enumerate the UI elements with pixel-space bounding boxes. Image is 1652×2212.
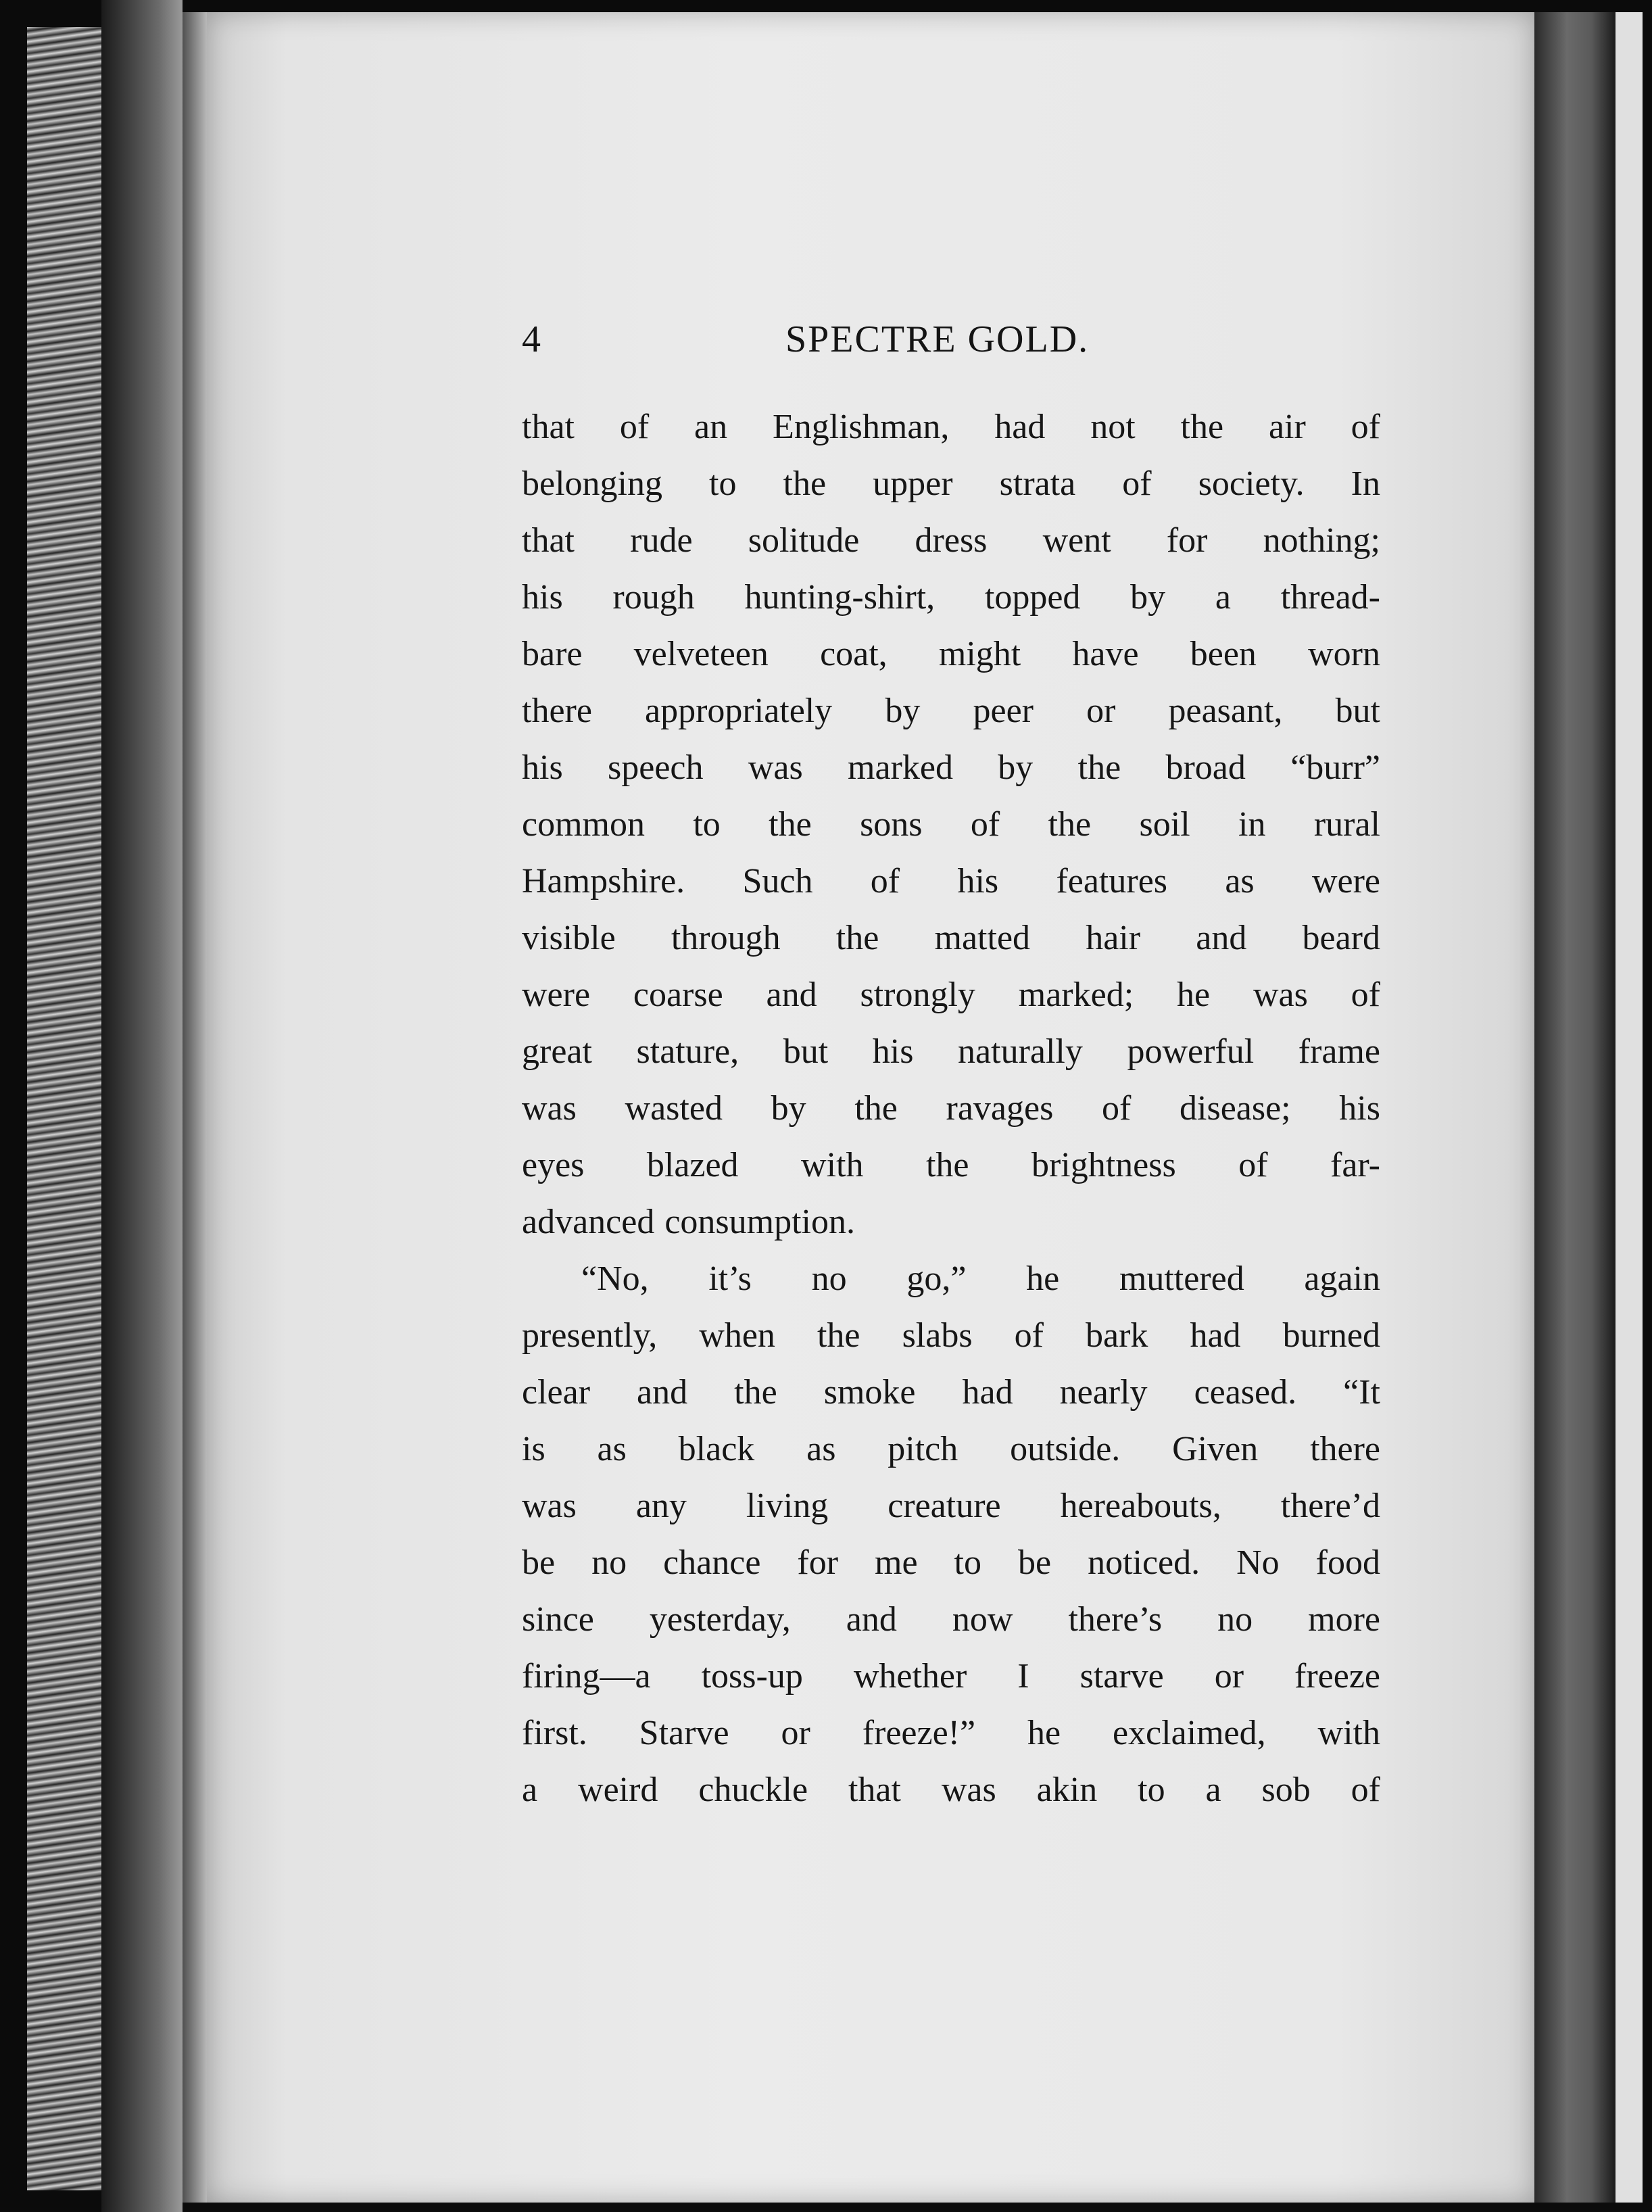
text-line: since yesterday, and now there’s no more	[522, 1600, 1380, 1639]
text-line: eyes blazed with the brightness of far-	[522, 1146, 1380, 1184]
text-line: that rude solitude dress went for nothing;	[522, 521, 1380, 560]
text-line: that of an Englishman, had not the air of	[522, 408, 1380, 446]
page-header	[522, 318, 1380, 365]
text-line: were coarse and strongly marked; he was of	[522, 976, 1380, 1014]
text-line: first. Starve or freeze!” he exclaimed, with	[522, 1714, 1380, 1752]
text-line: his rough hunting-shirt, topped by a thread-	[522, 578, 1380, 617]
text-line: there appropriately by peer or peasant, but	[522, 692, 1380, 730]
paragraph-start-line: “No, it’s no go,” he muttered again	[581, 1259, 1380, 1298]
text-line: belonging to the upper strata of society. In	[522, 464, 1380, 503]
right-page-edge	[1615, 12, 1643, 2203]
text-line: presently, when the slabs of bark had burned	[522, 1316, 1380, 1355]
inner-page-edge	[183, 12, 207, 2203]
page-number: 4	[522, 318, 541, 360]
text-line: be no chance for me to be noticed. No food	[522, 1543, 1380, 1582]
text-line: clear and the smoke had nearly ceased. “It	[522, 1373, 1380, 1412]
text-line: is as black as pitch outside. Given there	[522, 1430, 1380, 1468]
text-line: Hampshire. Such of his features as were	[522, 862, 1380, 900]
body-text	[522, 399, 1380, 1819]
right-page-stack	[1534, 12, 1615, 2203]
text-line: his speech was marked by the broad “burr”	[522, 748, 1380, 787]
paragraph-end-line: advanced consumption.	[522, 1203, 855, 1241]
marbled-spine	[27, 27, 101, 2190]
text-line: bare velveteen coat, might have been worn	[522, 635, 1380, 673]
text-line: was any living creature hereabouts, there’d	[522, 1487, 1380, 1525]
text-line: was wasted by the ravages of disease; his	[522, 1089, 1380, 1128]
text-line: great stature, but his naturally powerful frame	[522, 1032, 1380, 1071]
text-line: visible through the matted hair and beard	[522, 919, 1380, 957]
text-line: firing—a toss-up whether I starve or freeze	[522, 1657, 1380, 1696]
text-line: a weird chuckle that was akin to a sob of	[522, 1771, 1380, 1809]
text-line: common to the sons of the soil in rural	[522, 805, 1380, 844]
running-title: SPECTRE GOLD.	[785, 318, 1090, 360]
spine-shadow	[101, 0, 183, 2212]
